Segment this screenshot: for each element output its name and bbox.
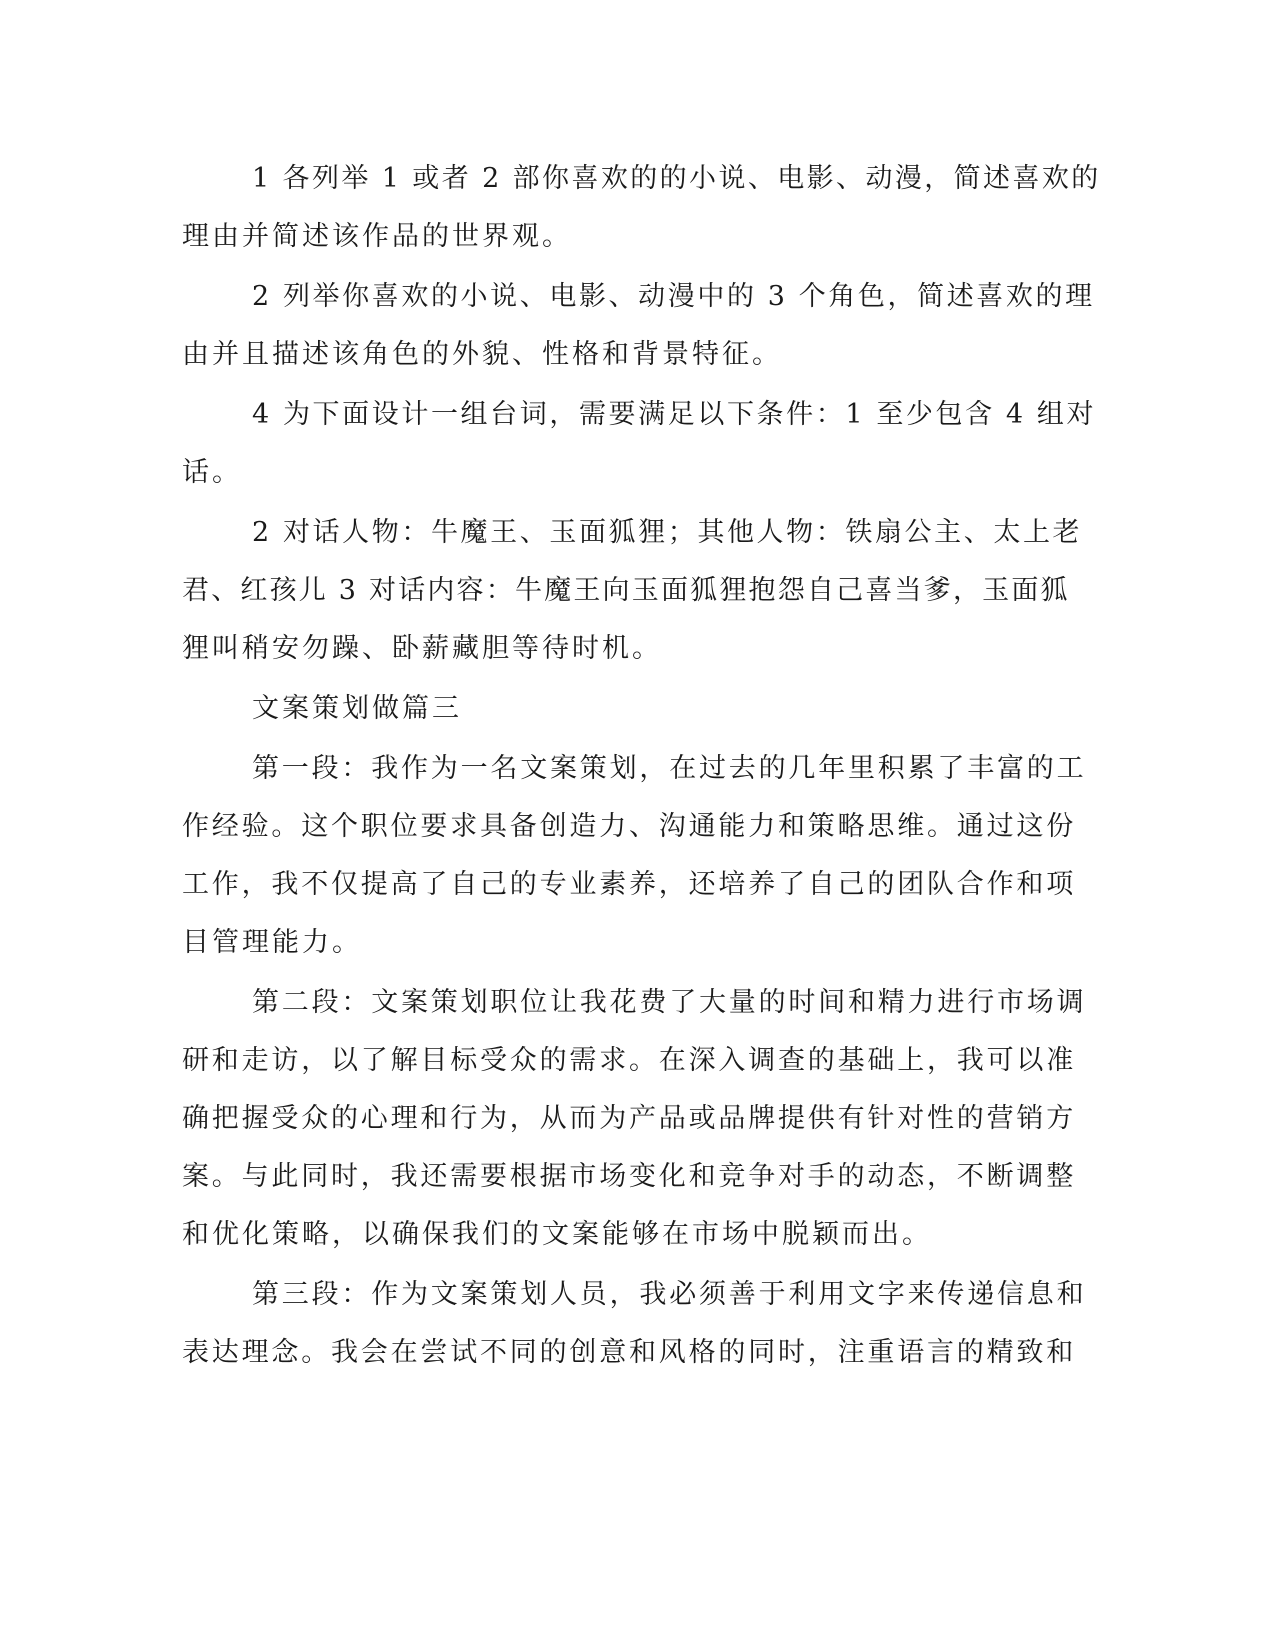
text-line: 君、红孩儿 3 对话内容：牛魔王向玉面狐狸抱怨自己喜当爹，玉面狐 [182, 575, 1070, 606]
text-line: 研和走访，以了解目标受众的需求。在深入调查的基础上，我可以准 [182, 1045, 1076, 1076]
text-line: 话。 [182, 457, 242, 488]
text-line: 和优化策略，以确保我们的文案能够在市场中脱颖而出。 [182, 1219, 932, 1250]
text-line: 第一段：我作为一名文案策划，在过去的几年里积累了丰富的工 [252, 753, 1087, 784]
text-line: 第二段：文案策划职位让我花费了大量的时间和精力进行市场调 [252, 987, 1087, 1018]
text-line: 理由并简述该作品的世界观。 [182, 221, 572, 252]
text-line: 2 列举你喜欢的小说、电影、动漫中的 3 个角色，简述喜欢的理 [252, 281, 1095, 312]
text-line: 目管理能力。 [182, 927, 362, 958]
text-line: 工作，我不仅提高了自己的专业素养，还培养了自己的团队合作和项 [182, 869, 1076, 900]
text-line: 表达理念。我会在尝试不同的创意和风格的同时，注重语言的精致和 [182, 1337, 1076, 1368]
text-line: 确把握受众的心理和行为，从而为产品或品牌提供有针对性的营销方 [182, 1103, 1076, 1134]
section-heading: 文案策划做篇三 [252, 693, 462, 724]
text-line: 由并且描述该角色的外貌、性格和背景特征。 [182, 339, 782, 370]
text-line: 第三段：作为文案策划人员，我必须善于利用文字来传递信息和 [252, 1279, 1087, 1310]
text-line: 4 为下面设计一组台词，需要满足以下条件：1 至少包含 4 组对 [252, 399, 1097, 430]
text-line: 狸叫稍安勿躁、卧薪藏胆等待时机。 [182, 633, 662, 664]
text-line: 作经验。这个职位要求具备创造力、沟通能力和策略思维。通过这份 [182, 811, 1076, 842]
text-line: 2 对话人物：牛魔王、玉面狐狸；其他人物：铁扇公主、太上老 [252, 517, 1083, 548]
text-line: 1 各列举 1 或者 2 部你喜欢的的小说、电影、动漫，简述喜欢的 [252, 163, 1101, 194]
text-line: 案。与此同时，我还需要根据市场变化和竞争对手的动态，不断调整 [182, 1161, 1076, 1192]
